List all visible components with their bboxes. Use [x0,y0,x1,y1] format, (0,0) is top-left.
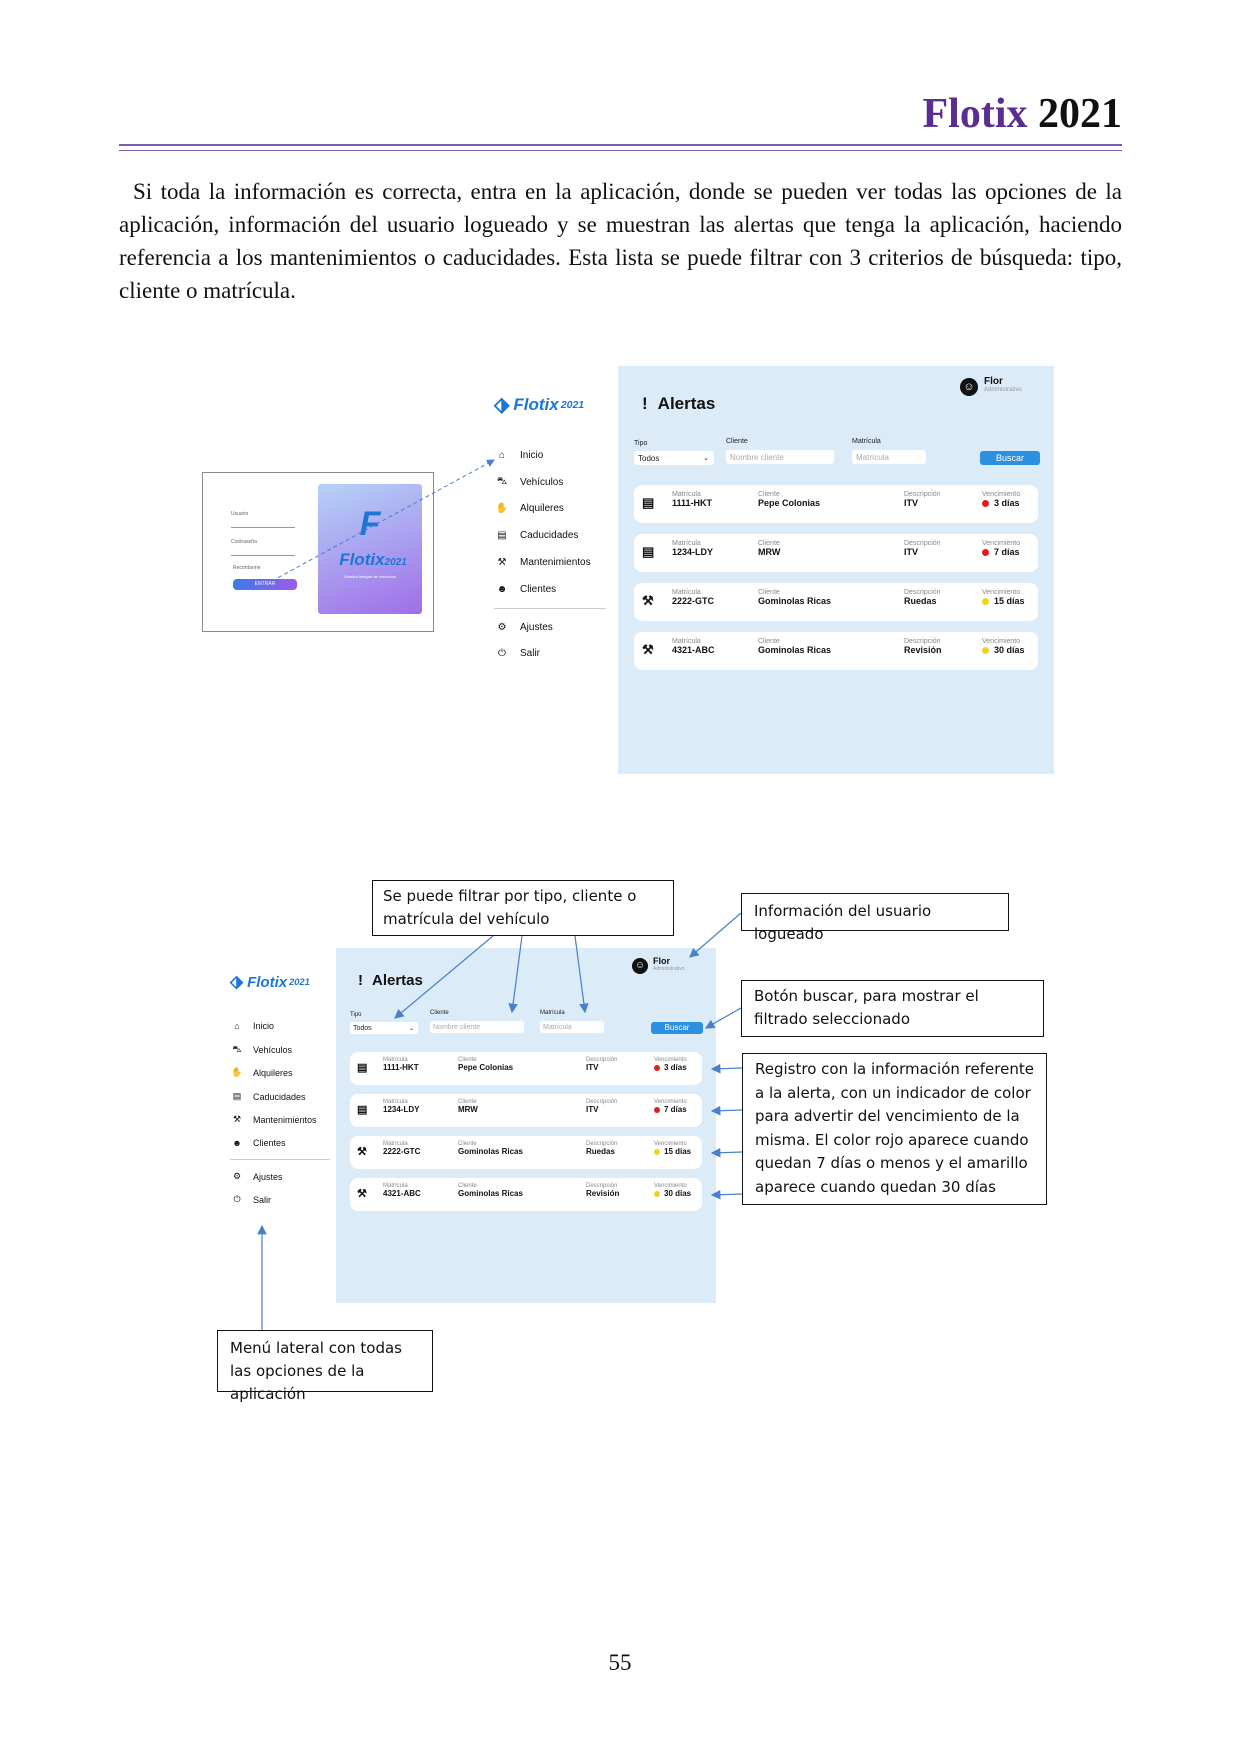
vencimiento-text: 15 días [994,596,1025,606]
login-logo-mark-icon: F [359,505,381,543]
value-descripcion: Revisión [586,1189,620,1198]
home-icon: ⌂ [498,450,506,461]
label-matricula: Matrícula [672,491,701,498]
mechanic-icon: ⚒ [642,642,654,657]
value-cliente: Pepe Colonias [758,498,821,508]
value-descripcion: Ruedas [904,596,937,606]
vencimiento-text: 7 días [994,547,1020,557]
arrow-search [706,1008,741,1028]
filter-tipo-label: Tipo [634,440,648,447]
label-cliente: Cliente [758,540,780,547]
body-paragraph: Si toda la información es correcta, entra en la aplicación, donde se pueden ver todas las opciones de la aplicación, información del usuario logueado y se muestran las alertas que tenga la aplicación, haciendo referencia a los mantenimientos o caducidades. Esta lista se puede filtrar con 3 criterios de búsqueda: tipo, cliente o matrícula. [119,179,1122,303]
sidebar-item-label: Salir [253,1194,272,1205]
label-cliente: Cliente [458,1141,477,1147]
label-cliente: Cliente [758,638,780,645]
alert-icon: ! [642,394,648,413]
arrow-record-4 [712,1194,742,1195]
label-descripcion: Descripción [904,589,941,596]
login-password-label: Contraseña [231,539,257,545]
login-remember-label: Recordarme [233,565,261,571]
app-logo-year: 2021 [289,977,310,987]
header-brand: Flotix [922,91,1028,137]
sidebar-item-label: Clientes [253,1138,286,1148]
users-icon: ☻ [232,1138,242,1148]
users-icon: ☻ [496,584,508,595]
label-descripcion: Descripción [904,491,941,498]
chevron-down-icon: ⌄ [408,1025,414,1032]
callout-search: Botón buscar, para mostrar el filtrado seleccionado [741,980,1044,1037]
arrow-filter-cliente [512,936,522,1012]
sidebar-item-label: Inicio [520,450,544,461]
sidebar-item-label: Clientes [520,584,557,595]
sidebar-item-label: Vehículos [253,1045,293,1055]
value-cliente: MRW [758,547,781,557]
label-vencimiento: Vencimiento [982,491,1021,498]
arrow-filter-matricula [575,936,585,1012]
label-descripcion: Descripción [586,1099,618,1105]
login-user-label: Usuario [231,511,249,517]
sidebar-item-label: Caducidades [253,1091,306,1102]
label-vencimiento: Vencimiento [654,1141,687,1147]
logo-mark-icon: ⬗ [494,394,510,416]
label-cliente: Cliente [458,1099,477,1105]
label-matricula: Matrícula [672,540,701,547]
label-cliente: Cliente [758,589,780,596]
id-card-icon: ▤ [642,544,655,559]
label-descripcion: Descripción [586,1141,618,1147]
label-matricula: Matrícula [383,1183,408,1189]
power-icon: ⏻ [498,648,506,659]
user-name: Flor [653,956,670,966]
gear-icon: ⚙ [497,622,507,633]
header-year: 2021 [1038,91,1122,137]
value-cliente: Pepe Colonias [458,1063,514,1072]
label-cliente: Cliente [458,1183,477,1189]
mechanic-icon: ⚒ [642,593,654,608]
id-card-icon: ▤ [357,1104,368,1116]
login-enter-button[interactable]: ENTRAR [233,579,297,590]
mechanic-icon: ⚒ [357,1188,367,1200]
handshake-icon: ✋ [495,503,509,514]
value-cliente: Gominolas Ricas [458,1147,523,1156]
arrow-user [690,913,741,957]
vencimiento-text: 15 días [664,1147,692,1156]
label-matricula: Matrícula [383,1141,408,1147]
label-matricula: Matrícula [672,638,701,645]
callout-record: Registro con la información referente a la alerta, con un indicador de color para advertir del vencimiento de la misma. El color rojo aparece cuando quedan 7 días o menos y el amarillo aparece cuando quedan 30 días [742,1053,1047,1205]
page-number: 55 [608,1650,632,1675]
car-icon: ⛍ [232,1044,242,1054]
home-icon: ⌂ [234,1021,240,1031]
power-icon: ⏻ [233,1194,241,1204]
sidebar-item-label: Ajustes [520,622,553,633]
filter-matricula-placeholder: Matrícula [543,1023,572,1031]
label-descripcion: Descripción [904,540,941,547]
avatar: ☺ [960,378,978,396]
app-logo-name: Flotix [513,394,559,414]
value-cliente: MRW [458,1105,478,1114]
filter-matricula-label: Matrícula [540,1010,565,1016]
search-button[interactable]: Buscar [980,451,1040,465]
label-vencimiento: Vencimiento [654,1057,687,1063]
arrow-record-3 [712,1152,742,1153]
filter-matricula-label: Matrícula [852,438,881,445]
sidebar-item-label: Vehículos [520,477,564,488]
label-matricula: Matrícula [383,1099,408,1105]
label-descripcion: Descripción [586,1183,618,1189]
user-role: Administrativo [984,387,1022,393]
filter-cliente-placeholder: Nombre cliente [433,1023,481,1031]
user-name: Flor [984,376,1003,387]
value-descripcion: ITV [586,1105,599,1114]
label-descripcion: Descripción [904,638,941,645]
logo-mark-icon: ⬗ [230,972,244,991]
id-card-icon: ▤ [357,1062,368,1074]
sidebar-item-label: Ajustes [253,1171,283,1182]
filter-tipo-value: Todos [353,1024,372,1032]
sidebar-item-label: Inicio [253,1021,275,1031]
sidebar-item-label: Salir [520,648,541,659]
value-descripcion: Revisión [904,645,942,655]
login-brand-name: Flotix [339,550,385,569]
value-cliente: Gominolas Ricas [758,596,832,606]
search-button[interactable]: Buscar [651,1022,703,1034]
car-icon: ⛍ [496,476,508,487]
gear-icon: ⚙ [232,1171,242,1181]
value-matricula: 4321-ABC [383,1189,421,1198]
value-descripcion: Ruedas [586,1147,615,1156]
callout-user: Información del usuario logueado [741,893,1009,931]
value-matricula: 2222-GTC [383,1147,421,1156]
arrow-record-1 [712,1068,742,1069]
id-card-icon: ▤ [497,530,507,541]
filter-matricula-placeholder: Matrícula [856,452,889,462]
mechanic-icon: ⚒ [497,557,507,568]
vencimiento-text: 7 días [664,1105,687,1114]
filter-cliente-placeholder: Nombre cliente [730,452,784,462]
sidebar-item-label: Mantenimientos [520,557,591,568]
filter-cliente-label: Cliente [430,1010,449,1016]
label-vencimiento: Vencimiento [982,589,1021,596]
mechanic-icon: ⚒ [357,1146,367,1158]
sidebar-item-label: Caducidades [520,530,579,541]
vencimiento-text: 3 días [664,1063,687,1072]
page-title-text: Alertas [372,972,423,989]
avatar: ☺ [632,958,648,974]
value-matricula: 1111-HKT [383,1063,419,1072]
chevron-down-icon: ⌄ [703,455,709,462]
login-brand-year: 2021 [384,557,407,568]
value-matricula: 1111-HKT [672,498,713,508]
sidebar-item-label: Alquileres [520,503,564,514]
mechanic-icon: ⚒ [232,1114,242,1124]
user-role: Administrativo [653,966,685,972]
value-matricula: 2222-GTC [672,596,715,606]
label-cliente: Cliente [458,1057,477,1063]
vencimiento-text: 30 días [994,645,1025,655]
id-card-icon: ▤ [642,495,655,510]
value-descripcion: ITV [904,498,919,508]
vencimiento-text: 30 días [664,1189,692,1198]
sidebar-item-label: Mantenimientos [253,1114,317,1125]
value-matricula: 4321-ABC [672,645,715,655]
arrow-record-2 [712,1110,742,1111]
arrow-filter-tipo [395,936,493,1018]
value-cliente: Gominolas Ricas [458,1189,523,1198]
sidebar-item-label: Alquileres [253,1067,293,1078]
label-vencimiento: Vencimiento [982,638,1021,645]
app-logo-name: Flotix [247,973,288,991]
id-card-icon: ▤ [232,1091,242,1101]
page-title-text: Alertas [657,394,716,413]
label-cliente: Cliente [758,491,780,498]
alert-icon: ! [358,972,363,989]
label-descripcion: Descripción [586,1057,618,1063]
label-matricula: Matrícula [672,589,701,596]
value-descripcion: ITV [904,547,919,557]
value-matricula: 1234-LDY [383,1105,420,1114]
value-cliente: Gominolas Ricas [758,645,832,655]
filter-tipo-value: Todos [638,453,660,463]
label-vencimiento: Vencimiento [982,540,1021,547]
filter-tipo-label: Tipo [350,1012,362,1018]
label-vencimiento: Vencimiento [654,1183,687,1189]
login-tagline: Gestión integral de vehículos [344,574,396,579]
app-logo-year: 2021 [560,398,585,411]
value-descripcion: ITV [586,1063,599,1072]
label-matricula: Matrícula [383,1057,408,1063]
callout-menu: Menú lateral con todas las opciones de la aplicación [217,1330,433,1392]
value-matricula: 1234-LDY [672,547,714,557]
filter-cliente-label: Cliente [726,438,748,445]
vencimiento-text: 3 días [994,498,1020,508]
handshake-icon: ✋ [231,1067,243,1077]
label-vencimiento: Vencimiento [654,1099,687,1105]
callout-filter: Se puede filtrar por tipo, cliente o matrícula del vehículo [372,880,674,936]
